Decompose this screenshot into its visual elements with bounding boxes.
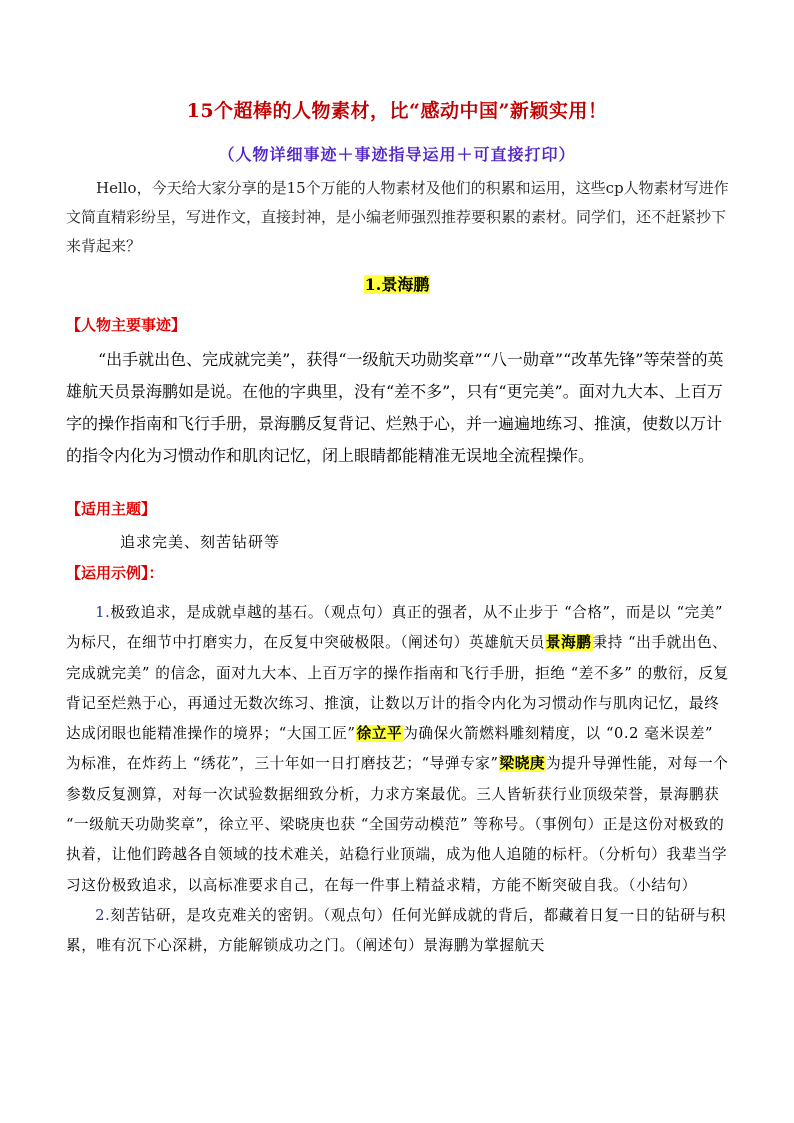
section-title [0, 272, 794, 295]
document-title: 15个超棒的人物素材，比“感动中国”新颖实用！ [186, 100, 608, 122]
highlight-name-xu: 徐立平 [356, 725, 403, 743]
theme-text: 追求完美、刻苦钻研等 [120, 533, 281, 551]
highlight-name-jing: 景海鹏 [545, 634, 592, 652]
heading-theme: 【适用主题】 [66, 500, 157, 518]
example-block [66, 598, 730, 962]
example-number-2: 2. [95, 906, 111, 924]
example-text-1c: 为确保火箭燃料雕刻精度，以 “0.2 毫米误差” 为标准，在炸药上 “绣花”，三十年如一日打磨技艺；“导弹专家” [66, 725, 714, 773]
deeds-paragraph [66, 344, 730, 472]
highlight-name-liang: 梁晓庚 [499, 755, 546, 773]
document-subtitle: （人物详细事迹＋事迹指导运用＋可直接打印） [218, 145, 576, 164]
example-paragraph-2 [66, 901, 730, 962]
heading-example: 【运用示例】： [66, 564, 164, 582]
intro-paragraph: Hello，今天给大家分享的是15个万能的人物素材及他们的积累和运用，这些cp人物素材写进作文简直精彩纷呈，写进作文，直接封神，是小编老师强烈推荐要积累的素材。同学们，还不赶紧抄下来背起来？ [66, 179, 729, 255]
heading-deeds: 【人物主要事迹】 [66, 316, 187, 334]
deeds-text: “出手就出色、完成就完美”，获得“一级航天功勋奖章”“八一勋章”“改革先锋”等荣誉的英雄航天员景海鹏如是说。在他的字典里，没有“差不多”，只有“更完美”。面对九大本、上百万字的操作指南和飞行手册，景海鹏反复背记、烂熟于心，并一遍遍地练习、推演，使数以万计的指令内化为习惯动作和肌肉记忆，闭上眼睛都能精准无误地全流程操作。 [66, 350, 724, 465]
example-text-1d: 为提升导弹性能，对每一个参数反复测算，对每一次试验数据细致分析，力求方案最优。三人皆斩获行业顶级荣誉，景海鹏获 “一级航天功勋奖章”，徐立平、梁晓庚也获 “全国劳动模范” 等称号。（事例句）正是这份对极致的执着，让他们跨越各自领域的技术难关，站稳行业顶端，成为他人追随的标杆。（分析句）我辈当学习这份极致追求，以高标准要求自己，在每一件事上精益求精，方能不断突破自我。（小结句） [66, 755, 729, 894]
example-paragraph-1 [66, 598, 730, 901]
example-text-1b: 秉持 “出手就出色、完成就完美” 的信念，面对九大本、上百万字的操作指南和飞行手册，拒绝 “差不多” 的敷衍，反复背记至烂熟于心，再通过无数次练习、推演，让数以万计的指令内化为习惯动作与肌肉记忆，最终达成闭眼也能精准操作的境界；“大国工匠” [66, 634, 729, 743]
section-title-text: 1.景海鹏 [364, 275, 430, 294]
example-text-1a: 极致追求，是成就卓越的基石。（观点句）真正的强者，从不止步于 “合格”，而是以 “完美” 为标尺，在细节中打磨实力，在反复中突破极限。（阐述句）英雄航天员 [66, 604, 724, 652]
example-number-1: 1. [95, 604, 111, 621]
example-text-2: 刻苦钻研，是攻克难关的密钥。（观点句）任何光鲜成就的背后，都藏着日复一日的钻研与积累，唯有沉下心深耕，方能解锁成功之门。（阐述句）景海鹏为掌握航天 [66, 906, 726, 955]
